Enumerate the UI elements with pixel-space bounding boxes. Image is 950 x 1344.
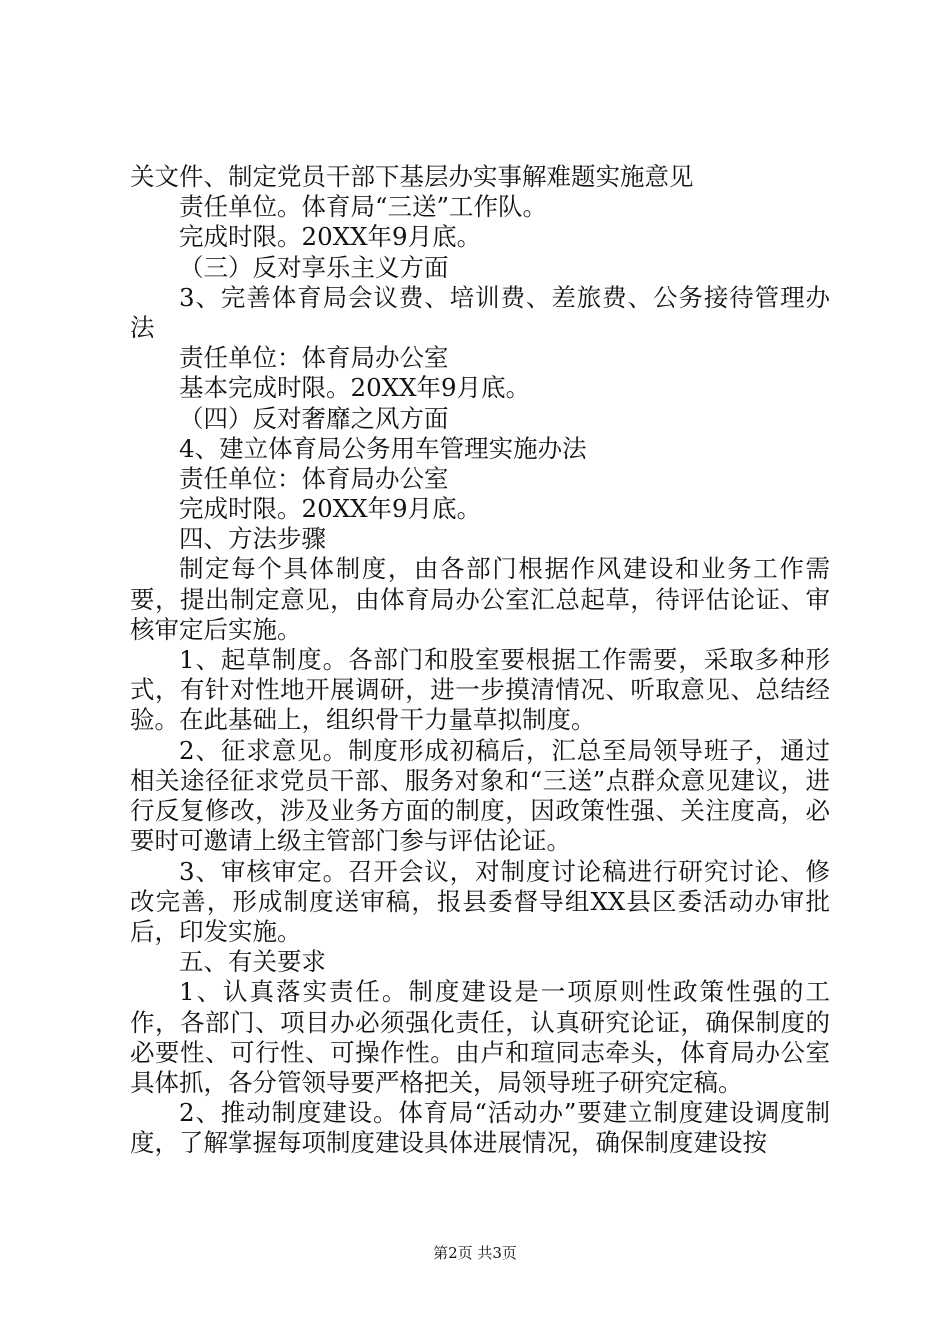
list-item-4: 4、建立体育局公务用车管理实施办法 <box>179 433 587 463</box>
section-heading-extravagance: （四）反对奢靡之风方面 <box>179 403 449 433</box>
text-line-continuation: 关文件、制定党员干部下基层办实事解难题实施意见 <box>130 162 694 191</box>
paragraph-step-2: 2、征求意见。制度形成初稿后，汇总至局领导班子，通过相关途径征求党员干部、服务对象和“三送”点群众意见建议，进行反复修改，涉及业务方面的制度，因政策性强、关注度高，必要时可邀请上级主管部门参与评估论证。 <box>130 735 830 856</box>
paragraph-step-1: 1、起草制度。各部门和股室要根据工作需要，采取多种形式，有针对性地开展调研，进一步摸清情况、听取意见、总结经验。在此基础上，组织骨干力量草拟制度。 <box>130 645 830 735</box>
paragraph-requirement-2: 2、推动制度建设。体育局“活动办”要建立制度建设调度制度，了解掌握每项制度建设具体进展情况，确保制度建设按 <box>130 1098 830 1158</box>
text-line-responsible-unit: 责任单位：体育局办公室 <box>179 463 449 493</box>
paragraph-step-3: 3、审核审定。召开会议，对制度讨论稿进行研究讨论、修改完善，形成制度送审稿，报县委督导组XX县区委活动办审批后，印发实施。 <box>130 856 830 946</box>
text-line-deadline: 基本完成时限。20XX年9月底。 <box>179 373 531 403</box>
page-footer <box>0 1243 950 1263</box>
paragraph-requirement-1: 1、认真落实责任。制度建设是一项原则性政策性强的工作，各部门、项目办必须强化责任，认真研究论证，确保制度的必要性、可行性、可操作性。由卢和瑄同志牵头，体育局办公室具体抓，各分管领导要严格把关，局领导班子研究定稿。 <box>130 977 830 1097</box>
text-line-deadline: 完成时限。20XX年9月底。 <box>179 494 482 524</box>
section-heading-methods: 四、方法步骤 <box>179 524 326 554</box>
paragraph-methods-intro: 制定每个具体制度，由各部门根据作风建设和业务工作需要，提出制定意见，由体育局办公室汇总起草，待评估论证、审核审定后实施。 <box>130 554 830 644</box>
document-body <box>130 162 830 1159</box>
text-line-responsible-unit: 责任单位。体育局“三送”工作队。 <box>179 192 548 222</box>
page-number: 第2页 共3页 <box>433 1244 517 1262</box>
list-item-3: 3、完善体育局会议费、培训费、差旅费、公务接待管理办法 <box>130 282 830 342</box>
text-line-responsible-unit: 责任单位：体育局办公室 <box>179 343 449 373</box>
section-heading-hedonism: （三）反对享乐主义方面 <box>179 252 449 282</box>
section-heading-requirements: 五、有关要求 <box>179 947 326 977</box>
text-line-deadline: 完成时限。20XX年9月底。 <box>179 222 482 252</box>
